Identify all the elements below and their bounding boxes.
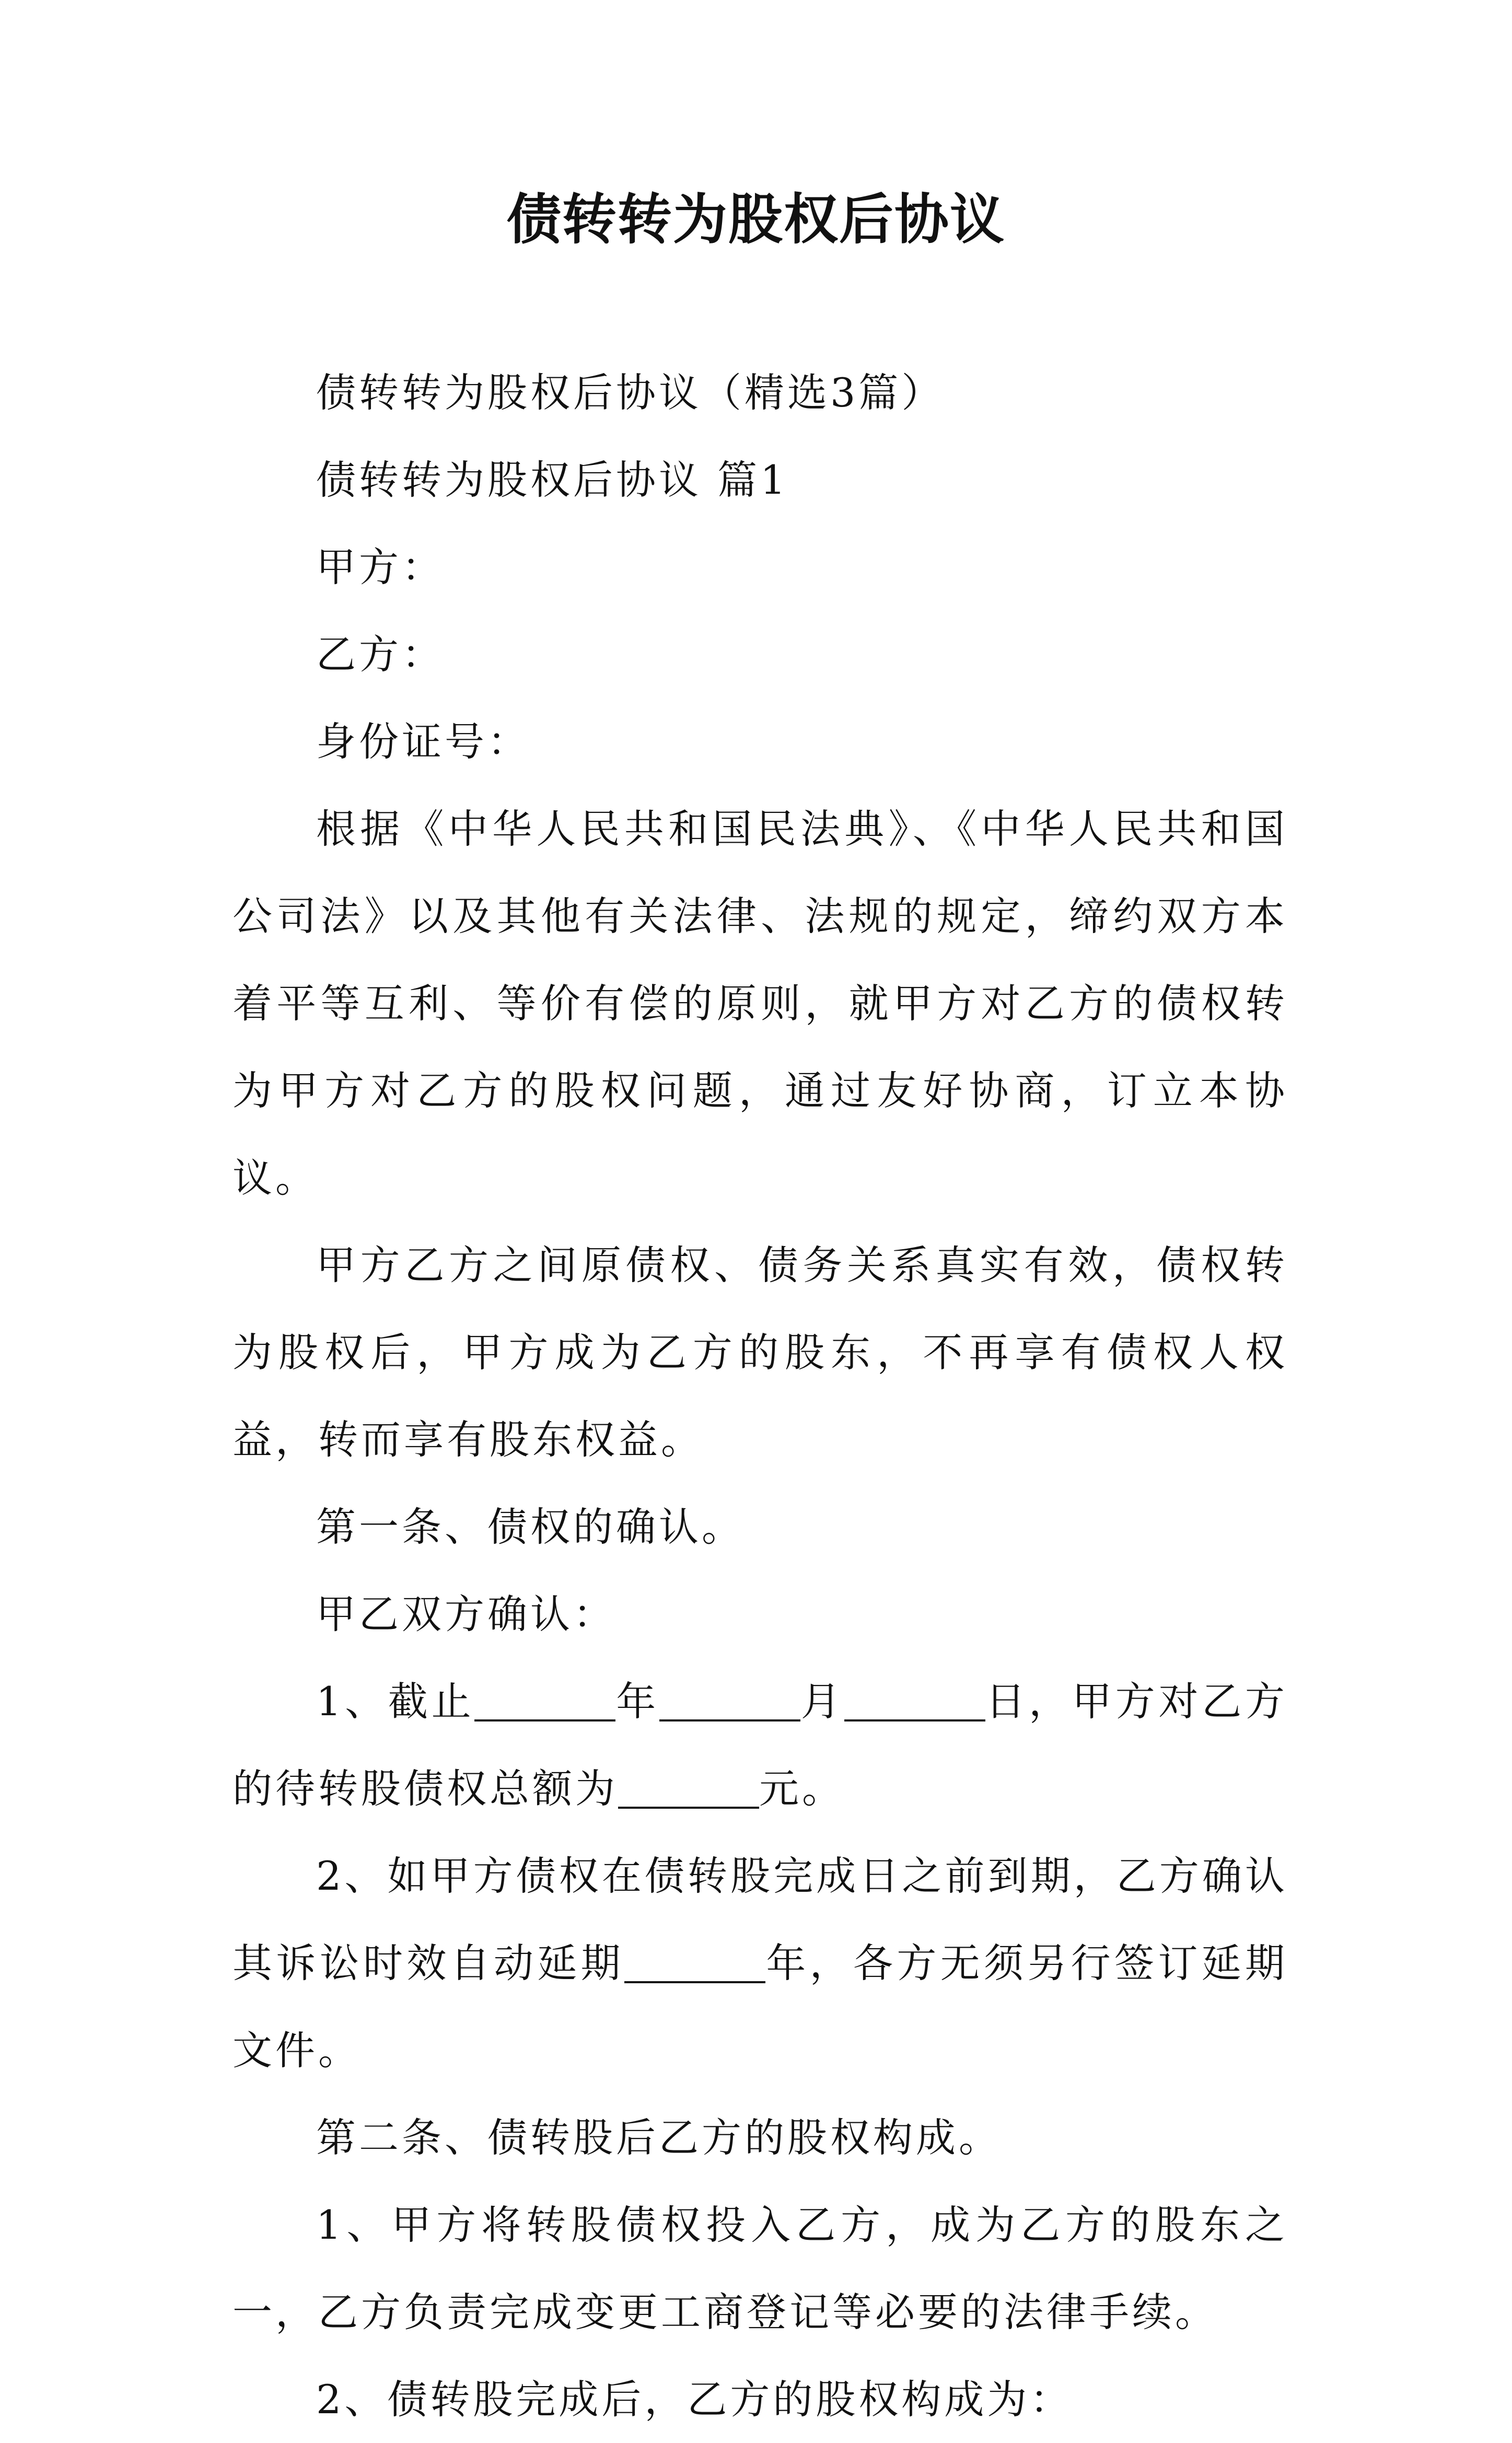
document-body: [232, 349, 1288, 2443]
article-1-item-1: [232, 1658, 1288, 1832]
document-subtitle: 债转转为股权后协议（精选3篇）: [316, 369, 945, 416]
section-heading: 债转转为股权后协议 篇1: [316, 457, 789, 503]
item-text: 1、截止: [316, 1678, 475, 1725]
year-blank: [474, 1680, 615, 1721]
years-blank: [624, 1941, 765, 1983]
item-text: 元。: [759, 1765, 845, 1812]
paragraph-relationship: 甲方乙方之间原债权、债务关系真实有效，债权转为股权后，甲方成为乙方的股东，不再享有债权人权益，转而享有股东权益。: [232, 1242, 1288, 1463]
item-text: 月: [800, 1678, 844, 1725]
item-text: 日，甲方对乙方的待转股债权总额为: [232, 1678, 1288, 1812]
article-1-title: 第一条、债权的确认。: [316, 1504, 745, 1550]
item-text: 2、如甲方债权在债转股完成日之前到期，乙方确认其诉讼时效自动延期: [232, 1853, 1288, 1986]
amount-blank: [618, 1767, 759, 1809]
article-2-item-2: 2、债转股完成后，乙方的股权构成为：: [316, 2376, 1073, 2423]
day-blank: [844, 1680, 985, 1721]
party-a-label: 甲方：: [316, 544, 445, 590]
item-text: 年，各方无须另行签订延期文件。: [232, 1940, 1288, 2074]
article-2-title: 第二条、债转股后乙方的股权构成。: [316, 2114, 1002, 2161]
paragraph-legal-basis: 根据《中华人民共和国民法典》、《中华人民共和国公司法》以及其他有关法律、法规的规定，缔约双方本着平等互利、等价有偿的原则，就甲方对乙方的债权转为甲方对乙方的股权问题，通过友好协商，订立本协议。: [232, 806, 1288, 1201]
article-1-item-2: [232, 1832, 1288, 2094]
article-2-item-1: 1、甲方将转股债权投入乙方，成为乙方的股东之一，乙方负责完成变更工商登记等必要的法律手续。: [232, 2202, 1288, 2335]
article-1-intro: 甲乙双方确认：: [316, 1591, 616, 1637]
document-title: 债转转为股权后协议: [506, 187, 1005, 251]
id-number-label: 身份证号：: [316, 718, 530, 765]
item-text: 年: [615, 1678, 660, 1725]
month-blank: [659, 1680, 800, 1721]
party-b-label: 乙方：: [316, 631, 445, 678]
